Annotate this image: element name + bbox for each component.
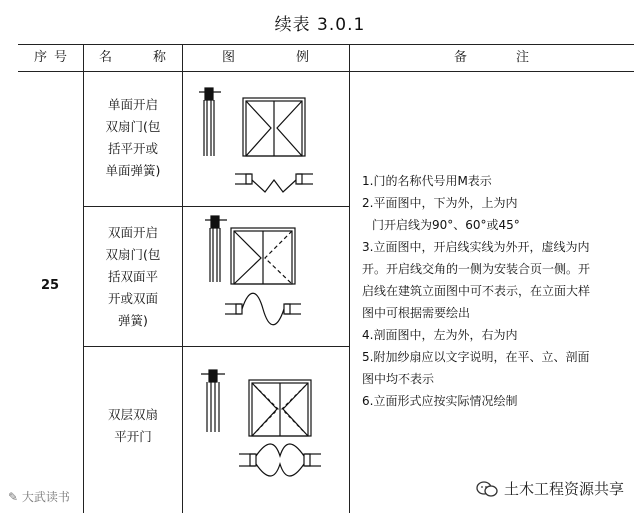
header-no: 序 号 xyxy=(34,50,67,65)
note-line: 开。开启线交角的一侧为安装合页一侧。开 xyxy=(362,262,591,276)
watermark-right: 土木工程资源共享 xyxy=(472,476,628,501)
note-line: 6.立面形式应按实际情况绘制 xyxy=(362,394,518,408)
item-name-3: 双层双扇 平开门 xyxy=(107,407,158,444)
remarks-notes xyxy=(362,170,634,412)
note-line: 启线在建筑立面图中可不表示，在立面大样 xyxy=(362,284,591,298)
header-legend: 图 例 xyxy=(222,50,309,65)
row-divider-1 xyxy=(83,206,350,207)
note-line: 门开启线为90°、60°或45° xyxy=(372,218,520,232)
note-line: 图中均不表示 xyxy=(362,372,435,386)
row-number: 25 xyxy=(40,278,60,293)
watermark-left: ✎ 大武读书 xyxy=(8,490,70,504)
item-name-2: 双面开启 双扇门(包 括双面平 开或双面 弹簧) xyxy=(105,225,161,328)
col-divider-3 xyxy=(349,44,350,513)
door-figure-double-swing xyxy=(183,210,349,340)
note-line: 2.平面图中，下为外，上为内 xyxy=(362,196,518,210)
note-line: 4.剖面图中，左为外，右为内 xyxy=(362,328,518,342)
wechat-icon xyxy=(476,480,498,498)
door-figure-single-swing xyxy=(183,76,349,206)
header-name: 名 称 xyxy=(99,50,166,65)
row-divider-2 xyxy=(83,346,350,347)
door-figure-double-layer xyxy=(183,352,349,487)
header-bottom-border xyxy=(18,71,634,72)
note-line: 3.立面图中，开启线实线为外开，虚线为内 xyxy=(362,240,590,254)
note-line: 图中可根据需要绘出 xyxy=(362,306,471,320)
weibo-icon: ✎ xyxy=(8,490,22,504)
note-line: 5.附加纱扇应以文字说明，在平、立、剖面 xyxy=(362,350,590,364)
note-line: 1.门的名称代号用M表示 xyxy=(362,174,492,188)
item-name-1: 单面开启 双扇门(包 括平开或 单面弹簧) xyxy=(105,97,161,178)
table-title: 续表 3.0.1 xyxy=(274,15,366,35)
header-remarks: 备 注 xyxy=(454,50,529,65)
